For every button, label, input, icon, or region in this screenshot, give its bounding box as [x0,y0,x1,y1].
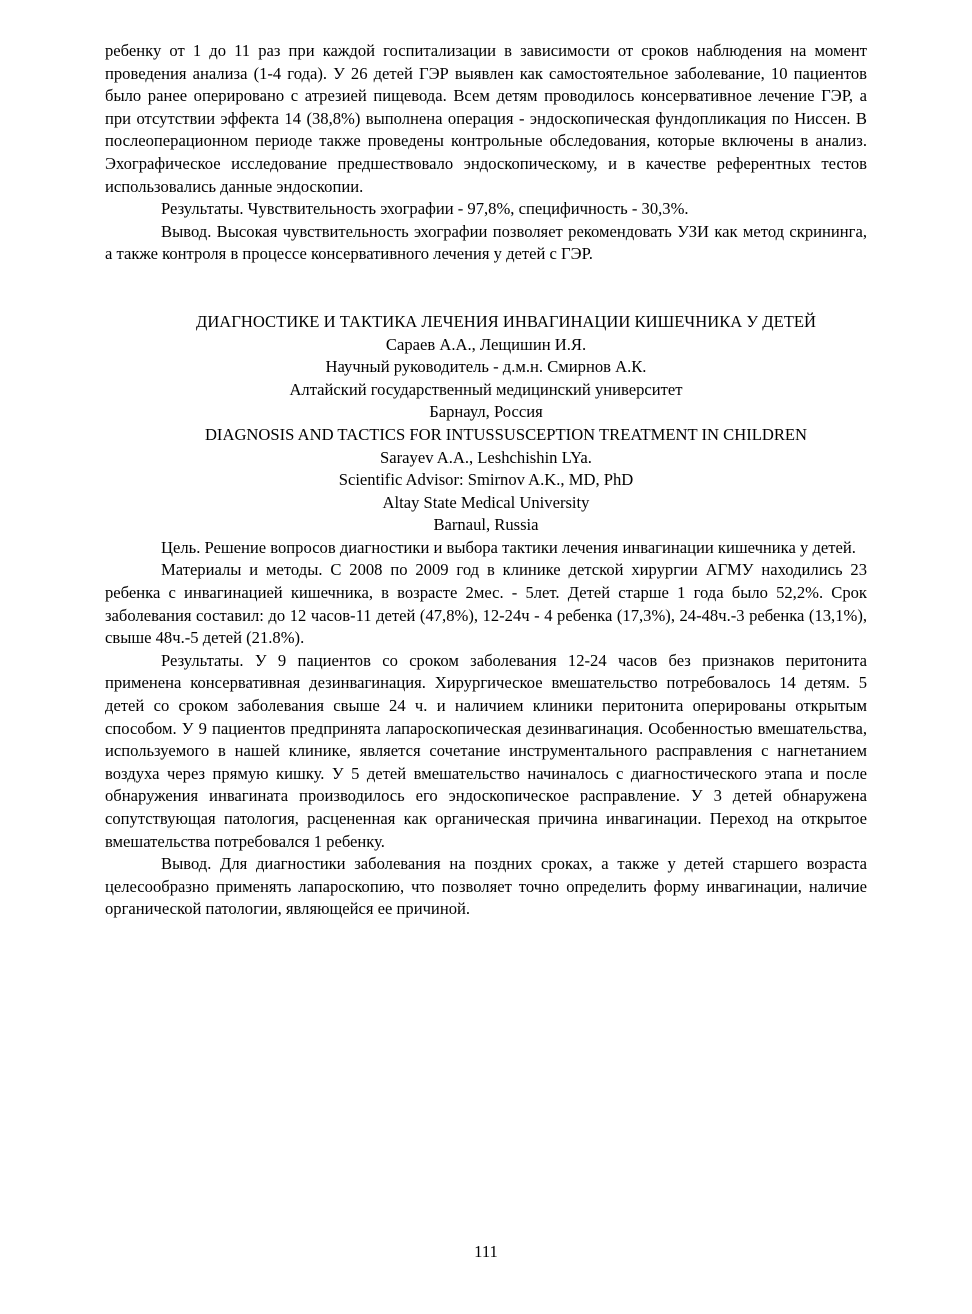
university-ru: Алтайский государственный медицинский университет [289,379,683,399]
article-methods: Материалы и методы. С 2008 по 2009 год в клинике детской хирургии АГМУ находились 23 ребенка с инвагинацией кишечника, в возрасте 2мес. - 5лет. Детей старше 1 года было 52,2%. Срок заболевания составил: до 12 часов-11 детей (47,8%), 12-24ч - 4 ребенка (17,3%), 24-48ч.-3 ребенка (13,1%), свыше 48ч.-5 детей (21.8%). [105,560,867,648]
university-en: Altay State Medical University [382,492,590,512]
city-en: Barnaul, Russia [433,515,539,535]
section-gap [105,266,867,311]
advisor-ru: Научный руководитель - д.м.н. Смирнов А.К. [325,357,647,377]
previous-article-results: Результаты. Чувствительность эхографии - 97,8%, специфичность - 30,3%. [161,199,689,219]
article-goal: Цель. Решение вопросов диагностики и выбора тактики лечения инвагинации кишечника у детей. [161,537,856,557]
previous-article-conclusion: Вывод. Высокая чувствительность эхографии позволяет рекомендовать УЗИ как метод скрининга, а также контроля в процессе консервативного лечения у детей с ГЭР. [105,221,867,264]
previous-article-paragraph: ребенку от 1 до 11 раз при каждой госпитализации в зависимости от сроков наблюдения на момент проведения анализа (1-4 года). У 26 детей ГЭР выявлен как самостоятельное заболевание, 10 пациентов было ранее оперировано с атрезией пищевода. Всем детям проводилось консервативное лечение ГЭР, а при отсутствии эффекта 14 (38,8%) выполнена операция - эндоскопическая фундопликация по Ниссен. В послеоперационном периоде также проведены контрольные обследования, которые включены в анализ. Эхографическое исследование предшествовало эндоскопическому, и в качестве референтных тестов использовались данные эндоскопии. [105,41,867,196]
page-number: 111 [474,1242,498,1261]
article-title-en: DIAGNOSIS AND TACTICS FOR INTUSSUSCEPTION TREATMENT IN CHILDREN [204,424,808,444]
article-conclusion: Вывод. Для диагностики заболевания на поздних сроках, а также у детей старшего возраста целесообразно применять лапароскопию, что позволяет точно определить форму инвагинации, наличие органической патологии, являющейся ее причиной. [105,854,867,919]
advisor-en: Scientific Advisor: Smirnov A.K., MD, PhD [338,470,634,490]
article-results: Результаты. У 9 пациентов со сроком заболевания 12-24 часов без признаков перитонита применена консервативная дезинвагинация. Хирургическое вмешательство потребовалось 14 детям. 5 детей со сроком заболевания свыше 24 ч. и наличием клиники перитонита оперированы открытым способом. У 9 пациентов предпринята лапароскопическая дезинвагинация. Особенностью вмешательства, используемого в нашей клинике, является сочетание инструментального расправления с нагнетанием воздуха через прямую кишку. У 5 детей вмешательство начиналось с диагностического этапа и после обнаружения инвагината производилось его эндоскопическое расправление. У 3 детей обнаружена сопутствующая патология, расцененная как органическая причина инвагинации. Переход на открытое вмешательства потребовался 1 ребенку. [105,650,867,851]
authors-en: Sarayev A.A., Leshchishin LYa. [380,447,592,467]
city-ru: Барнаул, Россия [429,402,543,422]
authors-ru: Сараев А.А., Лещишин И.Я. [385,334,587,354]
document-page [105,40,867,921]
article-title-ru: ДИАГНОСТИКЕ И ТАКТИКА ЛЕЧЕНИЯ ИНВАГИНАЦИИ КИШЕЧНИКА У ДЕТЕЙ [196,311,816,331]
